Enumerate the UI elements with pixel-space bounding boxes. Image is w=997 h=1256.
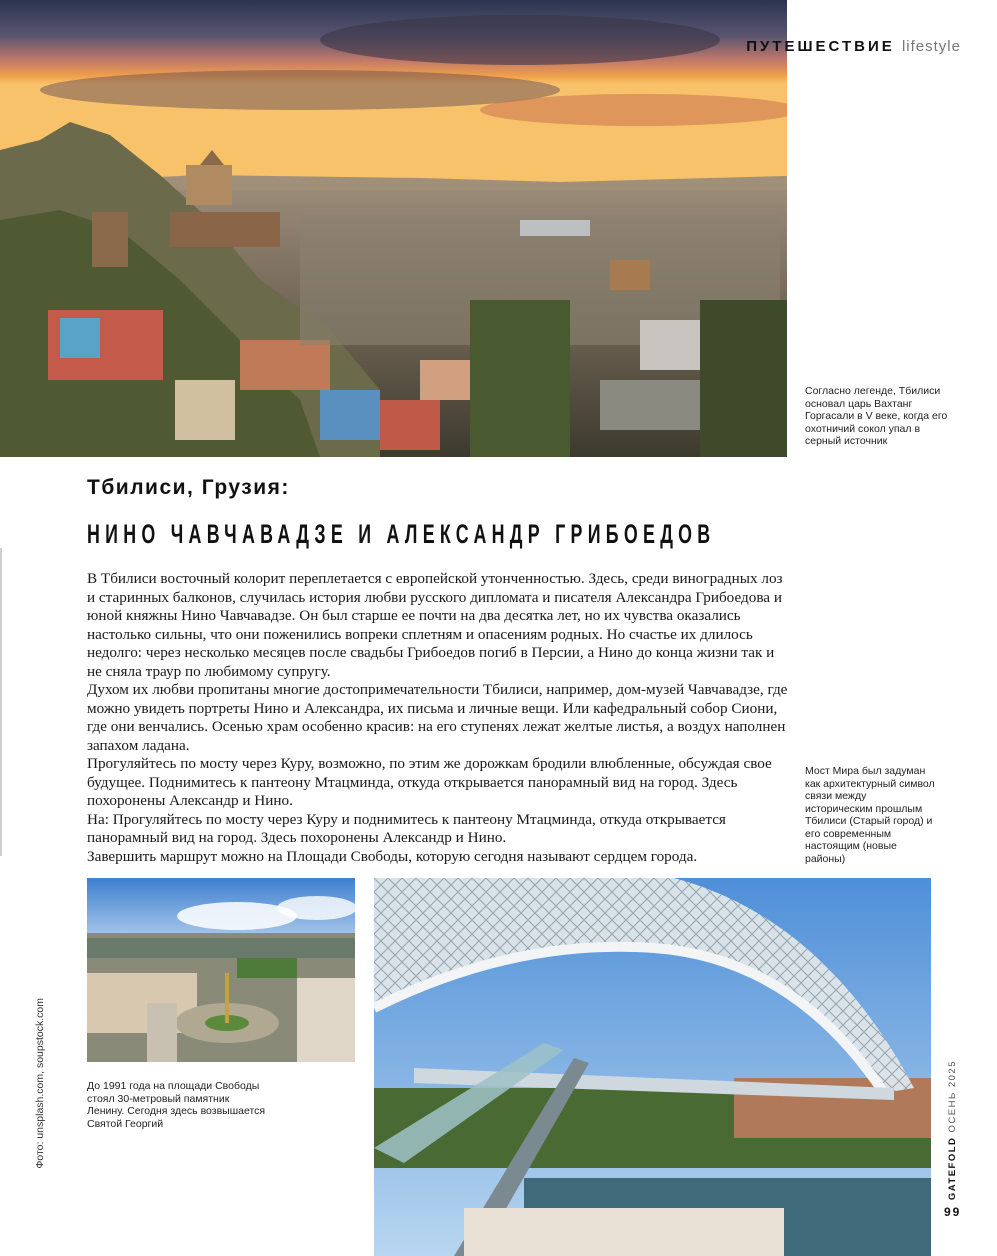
page-number: 99 (944, 1205, 962, 1219)
magazine-issue: ОСЕНЬ 2025 (947, 1060, 958, 1133)
article-title: НИНО ЧАВЧАВАДЗЕ И АЛЕКСАНДР ГРИБОЕДОВ (87, 519, 716, 549)
section-category: lifestyle (901, 38, 961, 55)
hero-photo (0, 0, 787, 457)
article-paragraph: Завершить маршрут можно на Площади Свободы, которую сегодня называют сердцем города. (87, 847, 698, 865)
article-paragraph: На: Прогуляйтесь по мосту через Куру и поднимитесь к пантеону Мтацминда, откуда открывается панорамный вид на город. Здесь похоронены Александр и Нино. (87, 810, 726, 846)
article-paragraph: В Тбилиси восточный колорит переплетается с европейской утонченностью. Здесь, среди виноградных лоз и старинных балконов, случилась история любви русского дипломата и писателя Александра Грибоедова и юной княжны Нино Чавчавадзе. Он был старше ее почти на два десятка лет, но их чувства оказались настолько сильны, что они поженились вопреки сплетням и опасениям родных. Но счастье их длилось недолго: через несколько месяцев после свадьбы Грибоедов погиб в Персии, а Нино до конца жизни так и не сняла траур по любимому супругу. (87, 570, 783, 680)
margin-rule (0, 548, 2, 856)
article-paragraph: Духом их любви пропитаны многие достопримечательности Тбилиси, например, дом-музей Чавчавадзе, где можно увидеть портреты Нино и Александра, их письма и личные вещи. Или кафедральный собор Сиони, где они венчались. Осенью храм особенно красив: на его ступенях лежат желтые листья, а воздух наполнен запахом ладана. (87, 681, 788, 754)
magazine-name: GATEFOLD (947, 1136, 958, 1201)
magazine-tag (947, 1060, 958, 1200)
section-name: ПУТЕШЕСТВИЕ (746, 38, 895, 55)
square-caption: До 1991 года на площади Свободы стоял 30-метровый памятник Ленину. Сегодня здесь возвышается Святой Георгий (87, 1080, 266, 1130)
bridge-caption: Мост Мира был задуман как архитектурный символ связи между историческим прошлым Тбилиси (Старый город) и его современным настоящим (новые районы) (805, 765, 935, 865)
article-paragraph: Прогуляйтесь по мосту через Куру, возможно, по этим же дорожкам бродили влюбленные, обсуждая свое будущее. Поднимитесь к пантеону Мтацминда, откуда открывается панорамный вид на город. Здесь похоронены Александр и Нино. (87, 755, 772, 809)
hero-caption: Согласно легенде, Тбилиси основал царь Вахтанг Горгасали в V веке, когда его охотничий сокол упал в серный источник (805, 385, 948, 447)
article-body (87, 570, 789, 866)
bridge-of-peace-photo (374, 878, 931, 1256)
photo-credit: Фото: unsplash.com, soupstock.com (34, 998, 46, 1169)
article-subtitle: Тбилиси, Грузия: (87, 476, 290, 499)
freedom-square-photo (87, 878, 355, 1062)
section-header (746, 38, 961, 55)
